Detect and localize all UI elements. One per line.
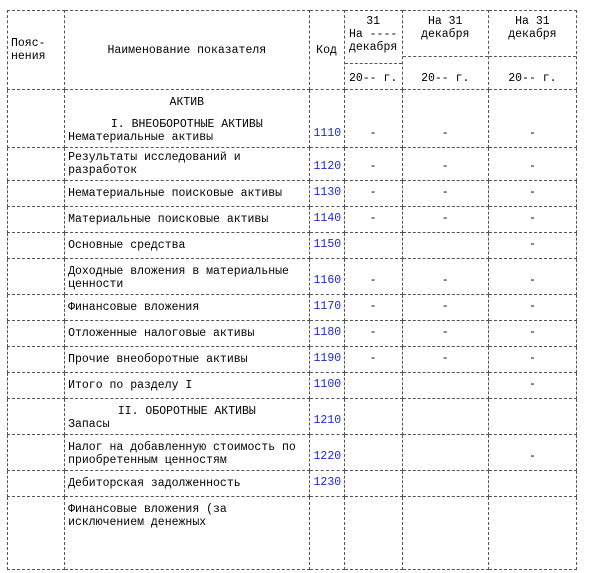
row-value-1: [345, 251, 402, 258]
header-col2-divider: [403, 56, 488, 57]
row-code: 1170: [313, 300, 342, 313]
table-row: [8, 373, 577, 399]
value-cell: [344, 233, 402, 259]
row-value-3: -: [528, 352, 536, 365]
table-row: [8, 471, 577, 497]
row-name: Нематериальные активы: [68, 131, 214, 144]
name-cell: [65, 259, 309, 295]
row-value-2: [403, 489, 488, 496]
row-value-1: -: [369, 274, 377, 287]
row-name: Итого по разделу I: [68, 379, 193, 392]
code-cell: [309, 148, 344, 181]
header-code: Код: [316, 43, 337, 57]
notes-cell: [8, 233, 65, 259]
name-cell: [65, 295, 309, 321]
header-col2-bottom: 20-- г.: [421, 72, 470, 85]
notes-cell: [8, 259, 65, 295]
row-code: 1140: [313, 212, 342, 225]
row-value-1: -: [369, 352, 377, 365]
row-value-1: -: [369, 300, 377, 313]
value-cell: [344, 435, 402, 471]
row-name: Дебиторская задолженность: [68, 477, 241, 490]
row-value-3: -: [528, 238, 536, 251]
header-code-cell: [309, 11, 344, 90]
row-value-2: -: [441, 352, 449, 365]
value-cell: [488, 497, 576, 570]
header-notes-cell: [8, 11, 65, 90]
row-value-3: [489, 427, 576, 434]
header-col1-top: 31 На ---- декабря: [348, 15, 398, 54]
header-col3-top: На 31 декабря: [508, 15, 557, 41]
value-cell: [402, 295, 488, 321]
row-name: Запасы: [68, 418, 110, 431]
row-code: 1130: [313, 186, 342, 199]
balance-sheet-document: [7, 10, 577, 570]
header-col3-divider: [489, 56, 576, 57]
name-cell: [65, 207, 309, 233]
name-cell: [65, 90, 309, 148]
name-cell: [65, 399, 309, 435]
row-name: Финансовые вложения: [68, 301, 200, 314]
notes-cell: [8, 148, 65, 181]
notes-cell: [8, 435, 65, 471]
value-cell: [488, 148, 576, 181]
row-value-3: -: [528, 127, 536, 140]
value-cell: [488, 347, 576, 373]
row-value-2: [403, 562, 488, 569]
value-cell: [344, 497, 402, 570]
row-name: Нематериальные поисковые активы: [68, 187, 283, 200]
row-value-3: -: [528, 212, 536, 225]
row-name: Результаты исследований и разработок: [68, 151, 241, 177]
code-cell: [309, 497, 344, 570]
row-value-2: -: [441, 186, 449, 199]
value-cell: [402, 321, 488, 347]
header-notes: Пояс- нения: [11, 37, 46, 63]
row-value-3: [489, 562, 576, 569]
value-cell: [402, 148, 488, 181]
table-row: [8, 435, 577, 471]
name-cell: [65, 233, 309, 259]
row-name: Основные средства: [68, 239, 186, 252]
row-value-1: [345, 391, 402, 398]
name-cell: [65, 347, 309, 373]
header-col1-cell: [344, 11, 402, 90]
row-name: Финансовые вложения (за исключением денежных: [68, 503, 227, 529]
value-cell: [344, 373, 402, 399]
row-code: 1210: [313, 414, 342, 427]
value-cell: [344, 181, 402, 207]
code-cell: [309, 373, 344, 399]
value-cell: [402, 347, 488, 373]
code-cell: [309, 435, 344, 471]
value-cell: [402, 259, 488, 295]
table-row: [8, 207, 577, 233]
code-cell: [309, 90, 344, 148]
row-value-3: -: [528, 378, 536, 391]
row-code: [310, 562, 344, 569]
notes-cell: [8, 207, 65, 233]
row-code: 1160: [313, 274, 342, 287]
row-value-2: -: [441, 127, 449, 140]
name-cell: [65, 373, 309, 399]
row-value-1: -: [369, 127, 377, 140]
value-cell: [344, 399, 402, 435]
row-value-1: [345, 562, 402, 569]
value-cell: [488, 259, 576, 295]
value-cell: [488, 181, 576, 207]
row-code: 1230: [313, 476, 342, 489]
row-value-2: -: [441, 326, 449, 339]
row-code: 1110: [313, 127, 342, 140]
asset-title: АКТИВ: [169, 96, 205, 109]
code-cell: [309, 259, 344, 295]
code-cell: [309, 399, 344, 435]
header-col3-cell: [488, 11, 576, 90]
table-row: [8, 399, 577, 435]
value-cell: [488, 399, 576, 435]
code-cell: [309, 207, 344, 233]
row-code: 1100: [313, 378, 342, 391]
code-cell: [309, 295, 344, 321]
row-value-1: [345, 427, 402, 434]
value-cell: [488, 373, 576, 399]
value-cell: [488, 233, 576, 259]
name-cell: [65, 435, 309, 471]
row-value-2: -: [441, 212, 449, 225]
notes-cell: [8, 347, 65, 373]
code-cell: [309, 233, 344, 259]
table-header-row: [8, 11, 577, 90]
row-value-2: [403, 391, 488, 398]
value-cell: [402, 373, 488, 399]
code-cell: [309, 347, 344, 373]
row-name: Прочие внеоборотные активы: [68, 353, 248, 366]
header-col3-bottom: 20-- г.: [508, 72, 557, 85]
notes-cell: [8, 399, 65, 435]
row-value-3: -: [528, 300, 536, 313]
value-cell: [488, 435, 576, 471]
row-value-3: -: [528, 326, 536, 339]
value-cell: [402, 435, 488, 471]
header-col1-bottom: 20-- г.: [348, 72, 398, 85]
row-name: Налог на добавленную стоимость по приобретенным ценностям: [68, 441, 296, 467]
row-value-1: -: [369, 186, 377, 199]
notes-cell: [8, 321, 65, 347]
section2-title: II. ОБОРОТНЫЕ АКТИВЫ: [117, 405, 256, 418]
row-code: 1120: [313, 160, 342, 173]
table-row: [8, 321, 577, 347]
row-value-3: -: [528, 160, 536, 173]
value-cell: [344, 471, 402, 497]
row-value-1: -: [369, 212, 377, 225]
row-value-2: -: [441, 300, 449, 313]
notes-cell: [8, 181, 65, 207]
value-cell: [402, 233, 488, 259]
header-name: Наименование показателя: [107, 43, 267, 57]
value-cell: [402, 90, 488, 148]
name-cell: [65, 471, 309, 497]
value-cell: [344, 90, 402, 148]
notes-cell: [8, 471, 65, 497]
table-row: [8, 347, 577, 373]
row-value-1: -: [369, 326, 377, 339]
value-cell: [488, 295, 576, 321]
table-row: [8, 497, 577, 570]
value-cell: [402, 471, 488, 497]
value-cell: [402, 497, 488, 570]
header-col1-divider: [345, 63, 402, 64]
code-cell: [309, 471, 344, 497]
table-row: [8, 90, 577, 148]
value-cell: [488, 207, 576, 233]
value-cell: [344, 207, 402, 233]
notes-cell: [8, 497, 65, 570]
table-row: [8, 259, 577, 295]
code-cell: [309, 321, 344, 347]
notes-cell: [8, 295, 65, 321]
row-value-2: -: [441, 274, 449, 287]
value-cell: [344, 321, 402, 347]
name-cell: [65, 497, 309, 570]
notes-cell: [8, 373, 65, 399]
code-cell: [309, 181, 344, 207]
value-cell: [402, 399, 488, 435]
value-cell: [488, 471, 576, 497]
balance-sheet-table: [7, 10, 577, 570]
row-value-3: -: [528, 450, 536, 463]
row-code: 1180: [313, 326, 342, 339]
row-code: 1150: [313, 238, 342, 251]
header-name-cell: [65, 11, 309, 90]
notes-cell: [8, 90, 65, 148]
value-cell: [344, 259, 402, 295]
row-value-3: -: [528, 274, 536, 287]
row-code: 1190: [313, 352, 342, 365]
row-name: Отложенные налоговые активы: [68, 327, 255, 340]
name-cell: [65, 148, 309, 181]
table-row: [8, 181, 577, 207]
header-col2-top: На 31 декабря: [421, 15, 470, 41]
row-name: Материальные поисковые активы: [68, 213, 269, 226]
row-value-2: [403, 463, 488, 470]
row-value-1: -: [369, 160, 377, 173]
value-cell: [344, 295, 402, 321]
row-value-3: -: [528, 186, 536, 199]
table-row: [8, 295, 577, 321]
row-name: Доходные вложения в материальные ценности: [68, 265, 289, 291]
value-cell: [488, 321, 576, 347]
value-cell: [488, 90, 576, 148]
row-value-2: -: [441, 160, 449, 173]
value-cell: [402, 181, 488, 207]
row-value-2: [403, 251, 488, 258]
row-value-1: [345, 463, 402, 470]
table-row: [8, 148, 577, 181]
row-value-3: [489, 489, 576, 496]
section1-title: I. ВНЕОБОРОТНЫЕ АКТИВЫ: [110, 118, 263, 131]
value-cell: [402, 207, 488, 233]
value-cell: [344, 148, 402, 181]
name-cell: [65, 181, 309, 207]
name-cell: [65, 321, 309, 347]
row-code: 1220: [313, 450, 342, 463]
header-col2-cell: [402, 11, 488, 90]
value-cell: [344, 347, 402, 373]
table-row: [8, 233, 577, 259]
row-value-1: [345, 489, 402, 496]
row-value-2: [403, 427, 488, 434]
